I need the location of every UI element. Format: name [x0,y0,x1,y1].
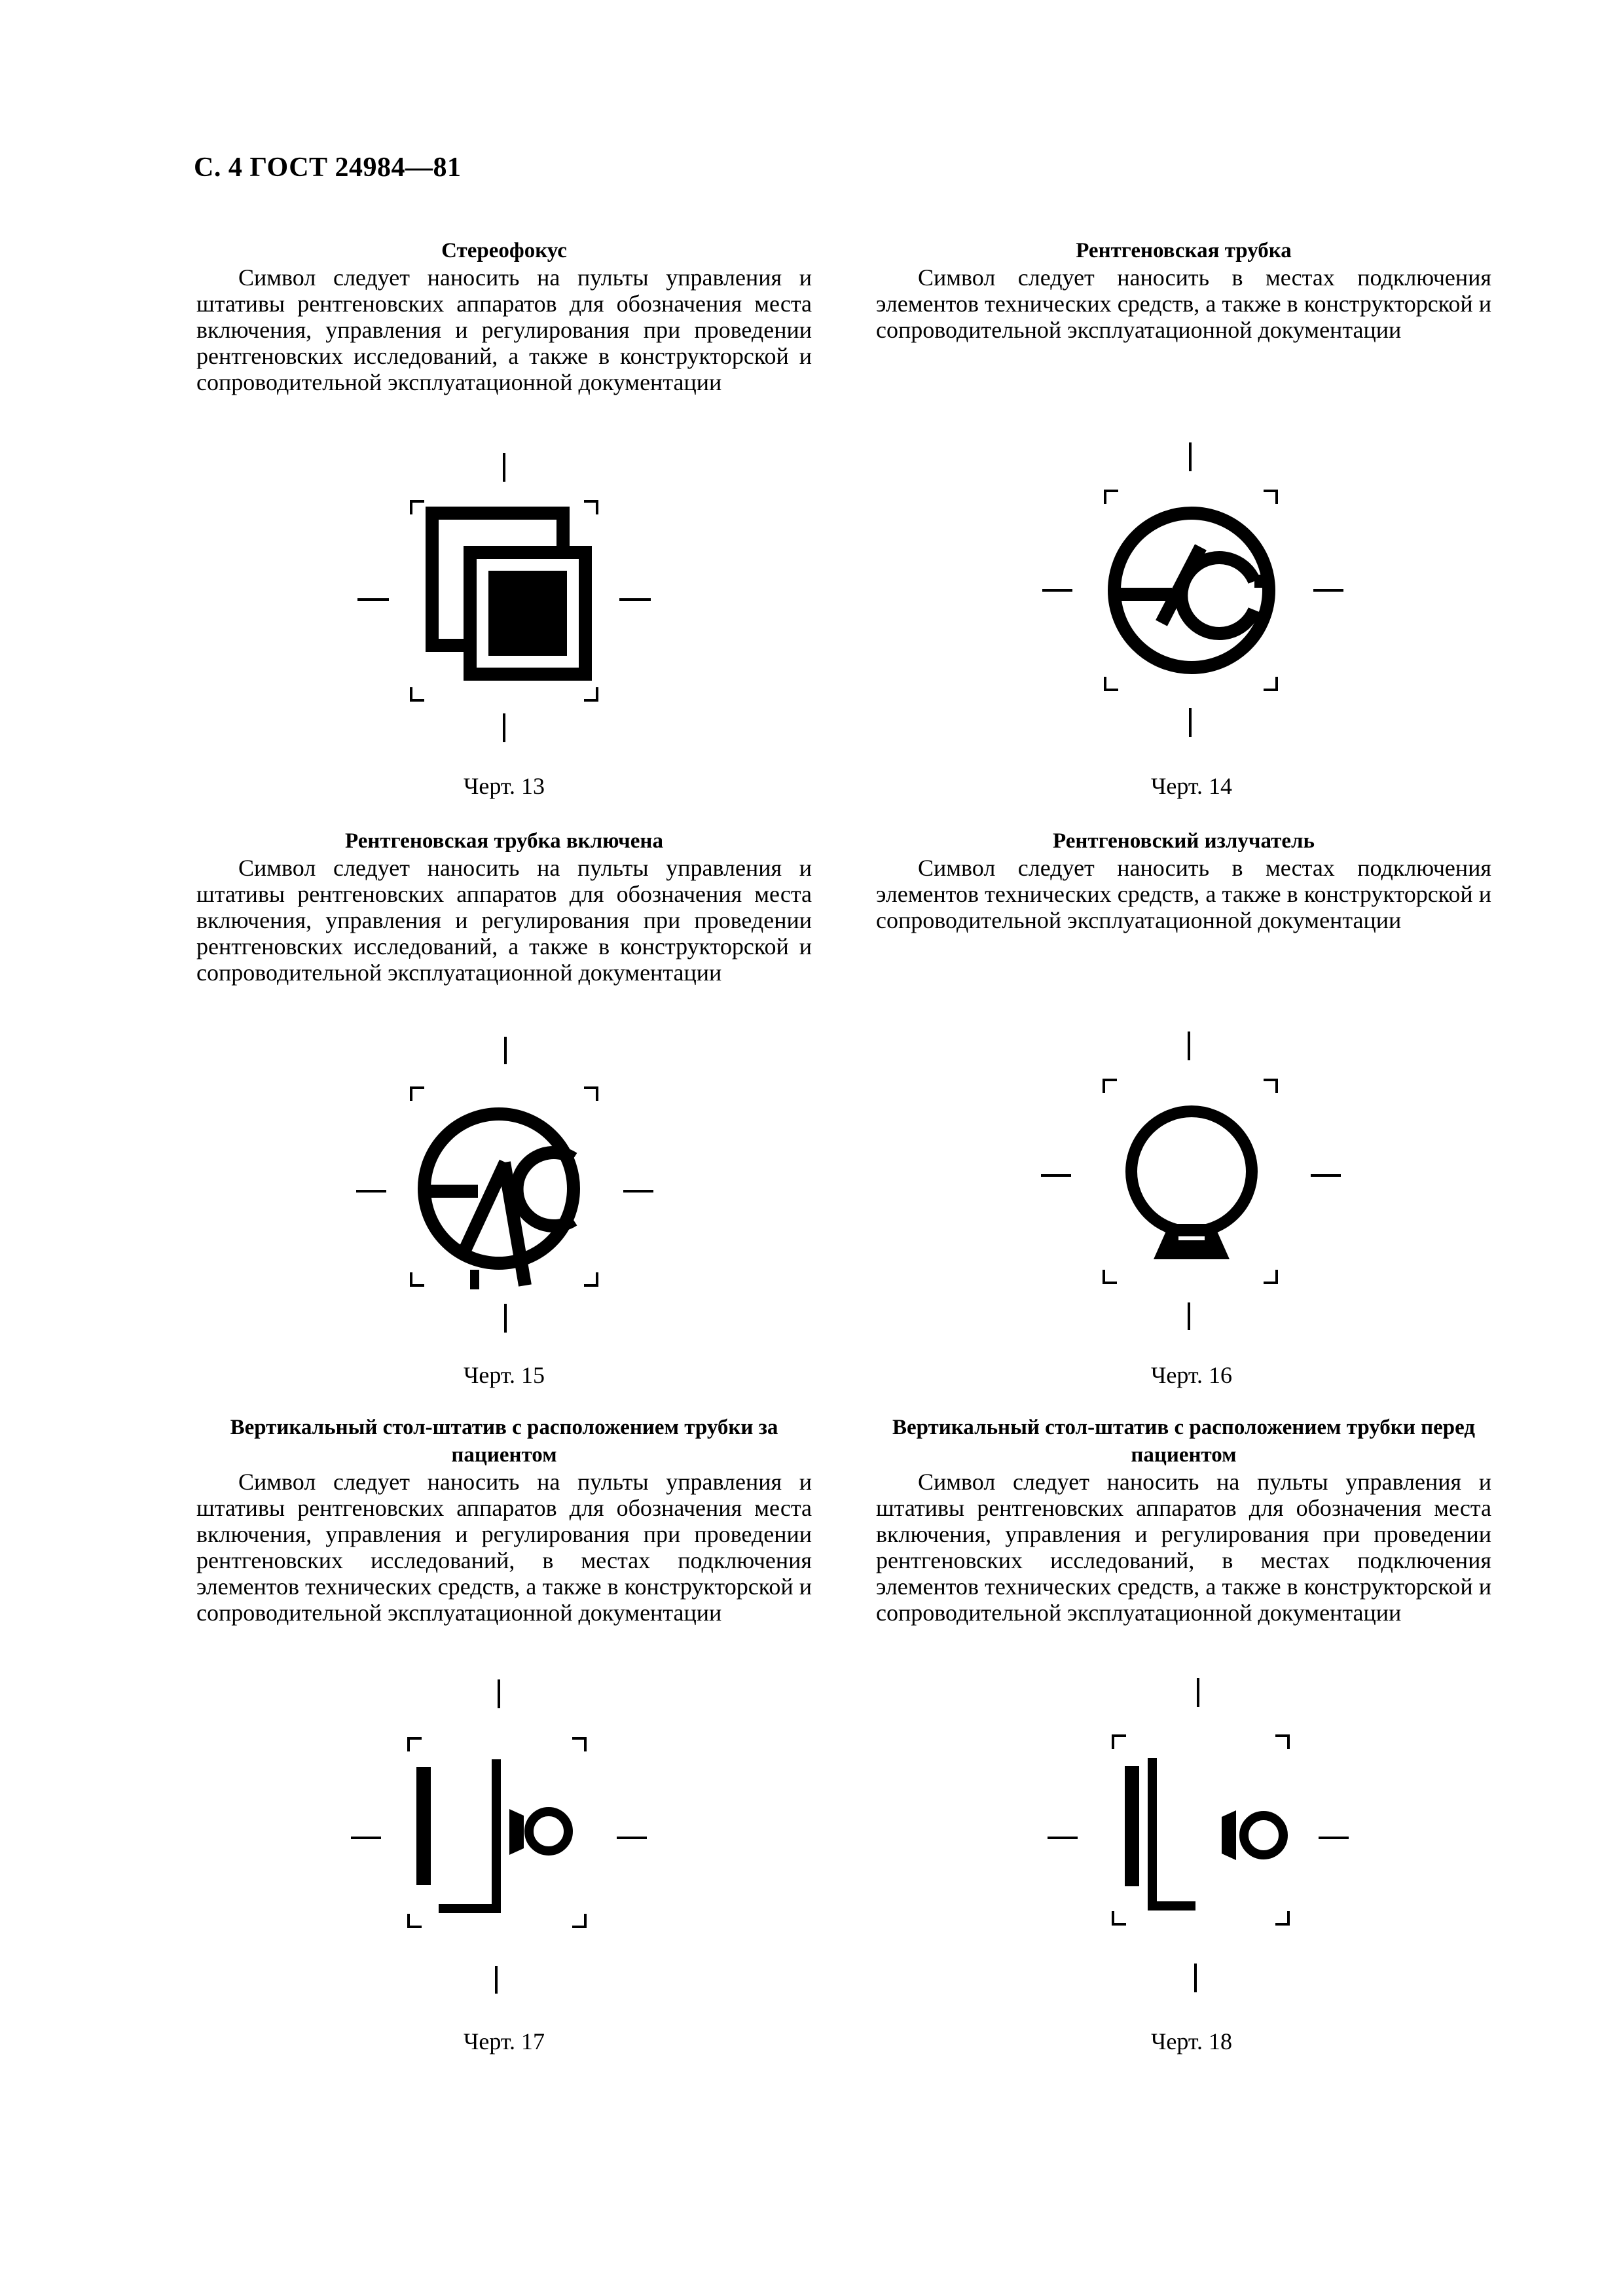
page-header: С. 4 ГОСТ 24984—81 [194,152,462,183]
caption: Черт. 16 [1151,1362,1232,1388]
section-xray-tube [876,237,1491,343]
figure-13 [354,445,655,746]
vertical-table-tube-front-symbol-icon [1048,1676,1349,2003]
section-body: Символ следует наносить в местах подключения элементов технических средств, а также в конструкторской и сопроводительной эксплуатационной документации [876,264,1491,343]
section-title: Стереофокус [441,239,567,262]
caption: Черт. 13 [464,773,545,799]
section-vertical-table-front [876,1414,1491,1626]
xray-emitter-symbol-icon [1041,1028,1342,1342]
section-title: Вертикальный стол-штатив с расположением трубки перед пациентом [892,1416,1476,1467]
figure-15 [354,1034,655,1348]
caption: Черт. 14 [1151,773,1232,799]
section-body: Символ следует наносить на пульты управления и штативы рентгеновских аппаратов для обозначения места включения, управления и регулирования при проведении рентгеновских исследований, а также в конструкторской и сопроводительной эксплуатационной документации [196,264,812,395]
section-xray-tube-on [196,827,812,986]
section-body: Символ следует наносить на пульты управления и штативы рентгеновских аппаратов для обозначения места включения, управления и регулирования при проведении рентгеновских исследований, в местах подключения элементов технических средств, а также в конструкторской и сопроводительной эксплуатационной документации [876,1469,1491,1626]
caption: Черт. 15 [464,1362,545,1388]
section-title: Рентгеновский излучатель [1052,829,1315,853]
vertical-table-tube-behind-symbol-icon [347,1676,648,2003]
figure-14 [1041,439,1342,746]
section-body: Символ следует наносить на пульты управления и штативы рентгеновских аппаратов для обозначения места включения, управления и регулирования при проведении рентгеновских исследований, а также в конструкторской и сопроводительной эксплуатационной документации [196,855,812,986]
section-stereofocus [196,237,812,395]
section-body: Символ следует наносить в местах подключения элементов технических средств, а также в конструкторской и сопроводительной эксплуатационной документации [876,855,1491,933]
figure-16 [1041,1028,1342,1342]
section-xray-emitter [876,827,1491,933]
stereofocus-symbol-icon [354,445,655,746]
caption: Черт. 17 [464,2028,545,2054]
figure-17 [347,1676,648,2003]
xray-tube-on-symbol-icon [354,1034,655,1348]
section-vertical-table-behind [196,1414,812,1626]
section-title: Вертикальный стол-штатив с расположением трубки за пациентом [230,1416,778,1467]
caption: Черт. 18 [1151,2028,1232,2054]
figure-18 [1048,1676,1349,2003]
section-title: Рентгеновская трубка [1076,239,1292,262]
xray-tube-symbol-icon [1041,439,1342,746]
section-body: Символ следует наносить на пульты управления и штативы рентгеновских аппаратов для обозначения места включения, управления и регулирования при проведении рентгеновских исследований, в местах подключения элементов технических средств, а также в конструкторской и сопроводительной эксплуатационной документации [196,1469,812,1626]
section-title: Рентгеновская трубка включена [345,829,663,853]
